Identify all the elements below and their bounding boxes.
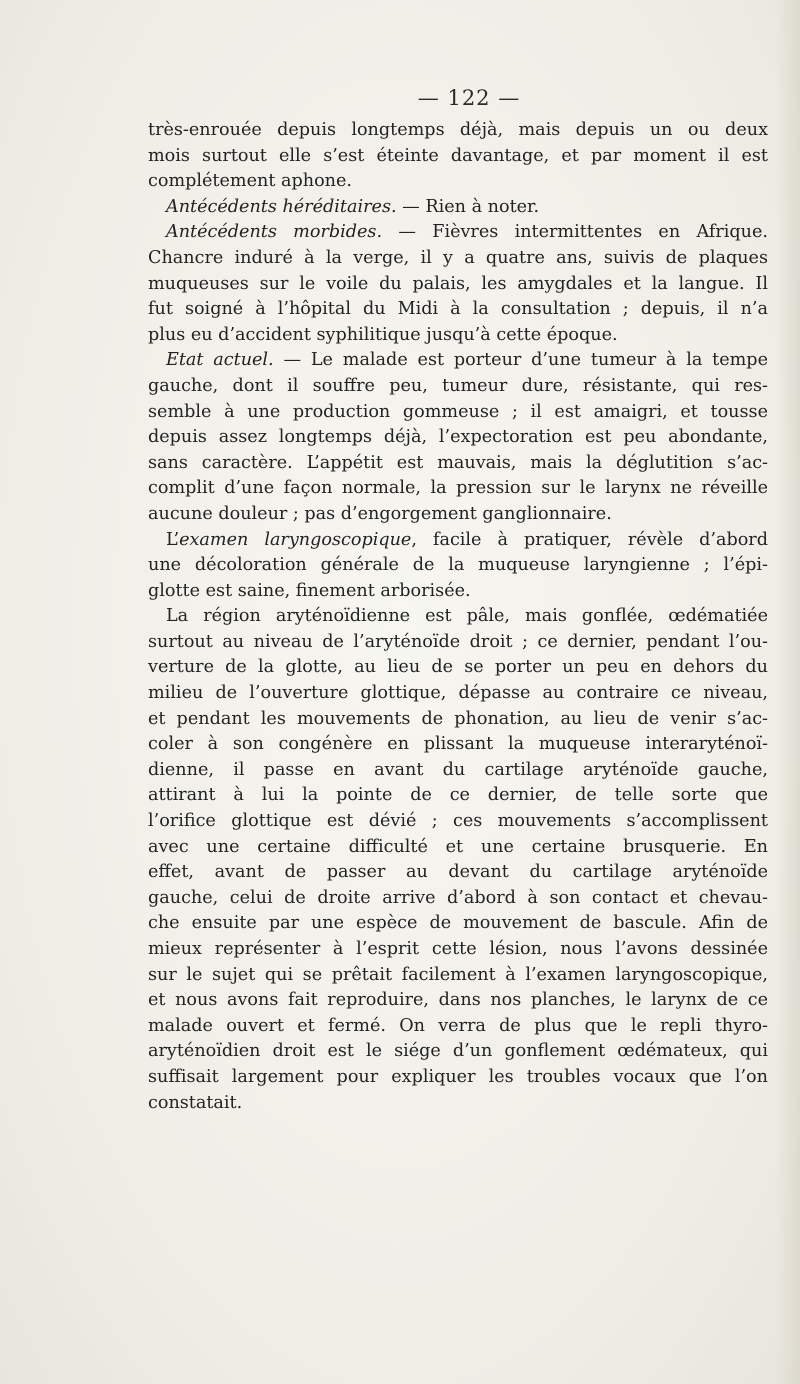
text-line <box>148 297 768 323</box>
text-line <box>148 400 768 426</box>
text-line <box>148 476 768 502</box>
text-run: depuis assez longtemps déjà, l’expectoration est peu abondante, <box>148 427 768 448</box>
text-run: complétement aphone. <box>148 171 353 192</box>
text-run: milieu de l’ouverture glottique, dépasse au contraire ce niveau, <box>148 683 768 704</box>
text-run: attirant à lui la pointe de ce dernier, de telle sorte que <box>148 785 768 806</box>
text-run: — Le malade est porteur d’une tumeur à la tempe <box>273 350 768 371</box>
text-run: — Fièvres intermittentes en Afrique. <box>382 222 768 243</box>
text-line <box>148 886 768 912</box>
text-line <box>148 348 768 374</box>
text-run: effet, avant de passer au devant du cartilage aryténoïde <box>148 862 768 883</box>
text-run: fut soigné à l’hôpital du Midi à la consultation ; depuis, il n’a <box>148 299 768 320</box>
text-line <box>148 195 768 221</box>
text-run: malade ouvert et fermé. On verra de plus que le repli thyro- <box>148 1015 768 1036</box>
text-line <box>148 118 768 144</box>
page-number: — 122 — <box>417 86 521 110</box>
text-run: muqueuses sur le voile du palais, les amygdales et la langue. Il <box>148 273 768 294</box>
text-run: — Rien à noter. <box>396 196 540 217</box>
text-line <box>148 323 768 349</box>
text-line <box>148 553 768 579</box>
text-line <box>148 860 768 886</box>
text-run: Chancre induré à la verge, il y a quatre ans, suivis de plaques <box>148 247 768 268</box>
text-line <box>148 272 768 298</box>
text-run: L’ <box>166 529 180 550</box>
text-line <box>148 809 768 835</box>
text-line <box>148 1091 768 1117</box>
text-line <box>148 169 768 195</box>
text-line <box>148 911 768 937</box>
text-run: dienne, il passe en avant du cartilage aryténoïde gauche, <box>148 759 768 780</box>
text-run: mois surtout elle s’est éteinte davantage, et par moment il est <box>148 145 768 166</box>
text-line <box>148 579 768 605</box>
text-run: très-enrouée depuis longtemps déjà, mais depuis un ou deux <box>148 120 768 140</box>
text-run: aryténoïdien droit est le siége d’un gonflement œdémateux, qui <box>148 1041 768 1062</box>
text-line <box>148 681 768 707</box>
text-line <box>148 502 768 528</box>
text-line <box>148 220 768 246</box>
text-line <box>148 630 768 656</box>
body-text <box>148 118 768 1116</box>
text-run: une décoloration générale de la muqueuse laryngienne ; l’épi- <box>148 555 768 576</box>
text-line <box>148 783 768 809</box>
text-line <box>148 988 768 1014</box>
text-line <box>148 374 768 400</box>
italic-heading: Antécédents héréditaires. <box>166 196 397 217</box>
text-run: sans caractère. L’appétit est mauvais, mais la déglutition s’ac- <box>148 452 768 473</box>
text-line <box>148 758 768 784</box>
text-line <box>148 732 768 758</box>
text-line <box>148 425 768 451</box>
text-run: , facile à pratiquer, révèle d’abord <box>411 529 768 550</box>
text-run: suffisait largement pour expliquer les troubles vocaux que l’on <box>148 1066 768 1087</box>
text-line <box>148 1014 768 1040</box>
italic-heading: Antécédents morbides. <box>166 222 383 243</box>
text-line <box>148 707 768 733</box>
text-run: et pendant les mouvements de phonation, au lieu de venir s’ac- <box>148 708 768 729</box>
text-run: sur le sujet qui se prêtait facilement à l’examen laryngoscopique, <box>148 964 768 985</box>
text-run: glotte est saine, finement arborisée. <box>148 580 471 601</box>
text-line <box>148 144 768 170</box>
text-run: verture de la glotte, au lieu de se porter un peu en dehors du <box>148 657 768 678</box>
text-run: coler à son congénère en plissant la muqueuse interaryténoï- <box>148 734 768 755</box>
text-run: avec une certaine difficulté et une certaine brusquerie. En <box>148 836 768 857</box>
text-run: complit d’une façon normale, la pression sur le larynx ne réveille <box>148 478 768 499</box>
page-edge-shadow <box>776 0 800 1384</box>
text-line <box>148 1065 768 1091</box>
text-line <box>148 937 768 963</box>
text-run: gauche, dont il souffre peu, tumeur dure, résistante, qui res- <box>148 375 768 396</box>
text-run: plus eu d’accident syphilitique jusqu’à cette époque. <box>148 324 618 345</box>
text-run: surtout au niveau de l’aryténoïde droit ; ce dernier, pendant l’ou- <box>148 631 768 652</box>
text-run: mieux représenter à l’esprit cette lésion, nous l’avons dessinée <box>148 939 768 959</box>
text-run: aucune douleur ; pas d’engorgement ganglionnaire. <box>148 503 612 524</box>
text-run: et nous avons fait reproduire, dans nos planches, le larynx de ce <box>148 990 768 1011</box>
text-run: semble à une production gommeuse ; il est amaigri, et tousse <box>148 401 768 422</box>
italic-heading: Etat actuel. <box>166 350 274 371</box>
text-run: La région aryténoïdienne est pâle, mais gonflée, œdématiée <box>166 606 768 627</box>
text-line <box>148 655 768 681</box>
text-line <box>148 963 768 989</box>
text-run: constatait. <box>148 1092 243 1113</box>
text-run: gauche, celui de droite arrive d’abord à son contact et chevau- <box>148 887 768 908</box>
text-line <box>148 604 768 630</box>
italic-heading: examen laryngoscopique <box>179 529 412 550</box>
text-line <box>148 835 768 861</box>
text-line <box>148 246 768 272</box>
text-run: l’orifice glottique est dévié ; ces mouvements s’accomplissent <box>148 811 768 832</box>
text-line <box>148 1039 768 1065</box>
text-line <box>148 451 768 477</box>
text-line <box>148 528 768 554</box>
text-run: che ensuite par une espèce de mouvement de bascule. Afin de <box>148 913 768 934</box>
